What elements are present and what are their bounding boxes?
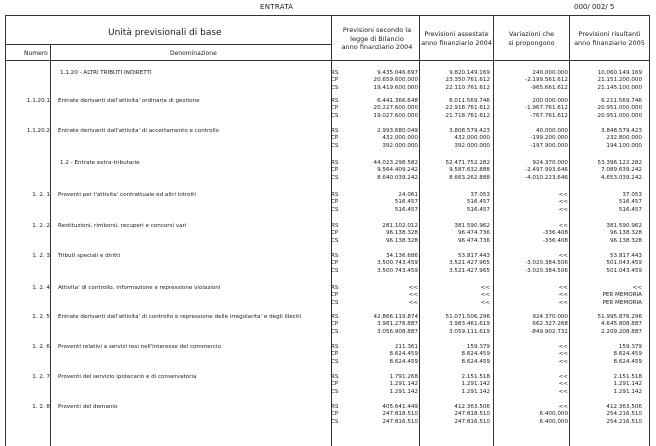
- row-code: RS: [331, 128, 339, 134]
- cell-value: -4.010.223.646: [525, 174, 568, 181]
- cell-value: 37.053: [470, 192, 490, 198]
- col1-header-line: Previsioni secondo la: [342, 26, 412, 34]
- cell-value: 1.291.142: [613, 381, 642, 388]
- row-values-col1: [346, 223, 418, 245]
- row-values-col4: [570, 253, 642, 275]
- cell-value: 10.060.149.169: [597, 70, 642, 76]
- cell-value: 96.138.328: [609, 230, 642, 237]
- cell-value: 3.059.111.619: [449, 328, 490, 335]
- row-code: CS: [331, 328, 339, 335]
- cell-value: 501.043.459: [606, 260, 642, 267]
- row-values-col3: [494, 374, 568, 396]
- row-code: CS: [331, 267, 339, 274]
- cell-value: 42.866.119.874: [373, 314, 418, 320]
- cell-value: 96.138.328: [609, 237, 642, 244]
- row-values-col1: [346, 404, 418, 426]
- cell-value: 1.291.142: [613, 388, 642, 395]
- cell-value: <<: [558, 351, 568, 358]
- cell-value: 9.587.632.888: [449, 167, 490, 174]
- row-code: CP: [331, 381, 339, 388]
- row-code: CP: [331, 105, 339, 112]
- cell-value: -3.020.384.506: [525, 260, 568, 267]
- cell-value: 22.918.761.612: [445, 105, 490, 112]
- cell-value: 211.361: [394, 344, 418, 350]
- row-code: CS: [331, 84, 339, 91]
- col2-header-line: Previsioni assestate: [424, 30, 489, 38]
- row-code: RS: [331, 404, 339, 410]
- cell-value: 240.000.000: [532, 70, 568, 76]
- row-code: CP: [331, 230, 339, 237]
- row-code: RS: [331, 70, 339, 76]
- cell-value: 281.102.012: [382, 223, 418, 229]
- cell-value: <<: [558, 404, 568, 410]
- row-values-col3: [494, 344, 568, 366]
- cell-value: 22.110.761.612: [445, 84, 490, 91]
- row-values-col1: [346, 128, 418, 150]
- cell-value: <<: [408, 285, 418, 291]
- row-values-col1: [346, 192, 418, 214]
- row-description: Proventi relativi a servizi resi nell'interesse del commercio: [58, 344, 221, 350]
- row-description: Proventi del demanio: [58, 404, 118, 410]
- row-description: Entrate derivanti dall'attivita' ordinaria di gestione: [58, 98, 200, 104]
- cell-value: 516.457: [618, 206, 642, 213]
- row-values-col2: [420, 160, 490, 182]
- cell-value: 2.209.208.887: [601, 328, 642, 335]
- cell-value: 3.848.579.423: [601, 128, 642, 134]
- cell-value: 19.419.600.000: [373, 84, 418, 91]
- cell-value: 232.800.000: [606, 135, 642, 142]
- row-values-col3: [494, 160, 568, 182]
- cell-value: <<: [558, 223, 568, 229]
- row-description: Tributi speciali e diritti: [58, 253, 121, 259]
- row-code: CS: [331, 237, 339, 244]
- cell-value: 392.000.000: [454, 142, 490, 149]
- cell-value: 3.500.743.459: [377, 260, 418, 267]
- cell-value: 432.000.000: [382, 135, 418, 142]
- cell-value: <<: [558, 292, 568, 299]
- cell-value: PER MEMORIA: [602, 292, 642, 299]
- cell-value: 8.624.459: [461, 351, 490, 358]
- numero-header: Numero: [24, 50, 48, 57]
- row-description: Proventi per l'attivita' contrattuale ed altri introiti: [58, 192, 196, 198]
- cell-value: 40.000.000: [535, 128, 568, 134]
- row-description: 1.1.20 - ALTRI TRIBUTI INDIRETTI: [60, 70, 152, 76]
- col2-header: [420, 30, 493, 47]
- row-code: RS: [331, 98, 339, 104]
- top-rule: [5, 15, 650, 16]
- cell-value: -965.661.612: [530, 84, 568, 91]
- row-code: CP: [331, 260, 339, 267]
- cell-value: 2.151.518: [613, 374, 642, 380]
- row-values-col2: [420, 285, 490, 307]
- cell-value: <<: [558, 381, 568, 388]
- cell-value: 23.350.761.612: [445, 77, 490, 84]
- cell-value: <<: [480, 292, 490, 299]
- cell-value: 9.564.409.242: [377, 167, 418, 174]
- cell-value: -336.408: [542, 230, 568, 237]
- row-values-col2: [420, 70, 490, 92]
- row-code: RS: [331, 253, 339, 259]
- row-number: 1. 2. 3: [32, 253, 50, 259]
- row-values-col4: [570, 344, 642, 366]
- col1-header-line: anno finanziario 2004: [341, 43, 413, 51]
- row-code: CP: [331, 199, 339, 206]
- cell-value: 1.291.142: [461, 381, 490, 388]
- table-row: [0, 285, 656, 312]
- row-code: CP: [331, 135, 339, 142]
- row-description: 1.2 - Entrate extra-tributarie: [60, 160, 140, 166]
- cell-value: <<: [558, 199, 568, 206]
- cell-value: 924.370.000: [532, 160, 568, 166]
- row-code: RS: [331, 374, 339, 380]
- row-codes: [331, 314, 345, 336]
- cell-value: 53.817.443: [609, 253, 642, 259]
- cell-value: 516.457: [466, 199, 490, 206]
- cell-value: 7.089.639.242: [601, 167, 642, 174]
- cell-value: -2.497.993.646: [525, 167, 568, 174]
- cell-value: 8.624.459: [389, 351, 418, 358]
- header-bottom-rule: [5, 60, 650, 61]
- row-values-col4: [570, 223, 642, 245]
- cell-value: <<: [558, 253, 568, 259]
- cell-value: -199.200.000: [530, 135, 568, 142]
- table-row: [0, 70, 656, 97]
- row-description: Entrate derivanti dall'attivita' di controllo e repressione delle irregolarita' e degli illeciti: [58, 314, 302, 320]
- cell-value: 21.145.100.000: [597, 84, 642, 91]
- cell-value: 247.818.510: [382, 411, 418, 418]
- row-codes: [331, 285, 345, 307]
- row-number: 1. 2. 6: [32, 344, 50, 350]
- cell-value: 3.983.461.619: [449, 321, 490, 328]
- cell-value: 381.590.962: [606, 223, 642, 229]
- row-code: CS: [331, 299, 339, 306]
- cell-value: 194.100.000: [606, 142, 642, 149]
- col3-header-line: si propongono: [508, 38, 555, 47]
- row-description: Entrate derivanti dall'attivita' di accertamento e controllo: [58, 128, 220, 134]
- cell-value: 20.227.600.000: [373, 105, 418, 112]
- row-code: CP: [331, 77, 339, 84]
- row-codes: [331, 128, 345, 150]
- row-values-col4: [570, 374, 642, 396]
- row-codes: [331, 70, 345, 92]
- cell-value: 254.216.510: [606, 418, 642, 425]
- row-codes: [331, 374, 345, 396]
- table-row: [0, 160, 656, 187]
- cell-value: <<: [558, 192, 568, 198]
- row-code: CP: [331, 167, 339, 174]
- row-values-col3: [494, 98, 568, 120]
- cell-value: 3.981.278.887: [377, 321, 418, 328]
- cell-value: 501.043.459: [606, 267, 642, 274]
- cell-value: 6.211.569.746: [601, 98, 642, 104]
- cell-value: 405.641.449: [382, 404, 418, 410]
- row-number: 1.1.20.2: [26, 128, 50, 134]
- row-code: RS: [331, 223, 339, 229]
- cell-value: 392.000.000: [382, 142, 418, 149]
- cell-value: 412.363.506: [606, 404, 642, 410]
- cell-value: <<: [558, 388, 568, 395]
- row-code: CS: [331, 358, 339, 365]
- cell-value: 3.056.908.887: [377, 328, 418, 335]
- cell-value: 662.327.268: [532, 321, 568, 328]
- row-values-col1: [346, 253, 418, 275]
- row-values-col2: [420, 404, 490, 426]
- cell-value: -849.902.732: [530, 328, 568, 335]
- cell-value: 53.817.443: [457, 253, 490, 259]
- col4-header-line: Previsioni risultanti: [578, 30, 641, 38]
- cell-value: <<: [558, 285, 568, 291]
- row-values-col3: [494, 404, 568, 426]
- cell-value: 3.521.427.965: [449, 260, 490, 267]
- cell-value: <<: [558, 374, 568, 380]
- cell-value: <<: [480, 299, 490, 306]
- cell-value: 24.061: [398, 192, 418, 198]
- cell-value: 159.379: [466, 344, 490, 350]
- cell-value: 21.718.761.612: [445, 112, 490, 119]
- cell-value: 8.624.459: [389, 358, 418, 365]
- row-values-col4: [570, 285, 642, 307]
- cell-value: 247.816.510: [454, 418, 490, 425]
- cell-value: -197.900.000: [530, 142, 568, 149]
- row-values-col4: [570, 192, 642, 214]
- row-values-col2: [420, 98, 490, 120]
- row-code: CS: [331, 112, 339, 119]
- table-row: [0, 223, 656, 250]
- row-code: CS: [331, 206, 339, 213]
- cell-value: 34.136.686: [385, 253, 418, 259]
- row-values-col4: [570, 128, 642, 150]
- cell-value: 4.653.039.242: [601, 174, 642, 181]
- row-code: CS: [331, 388, 339, 395]
- row-code: CS: [331, 174, 339, 181]
- row-code: CP: [331, 321, 339, 328]
- cell-value: 200.000.000: [532, 98, 568, 104]
- cell-value: 254.216.510: [606, 411, 642, 418]
- cell-value: 924.370.000: [532, 314, 568, 320]
- header-divider: [5, 44, 331, 45]
- row-codes: [331, 98, 345, 120]
- cell-value: 6.011.569.746: [449, 98, 490, 104]
- cell-value: PER MEMORIA: [602, 299, 642, 306]
- table-row: [0, 344, 656, 371]
- cell-value: 20.951.000.000: [597, 105, 642, 112]
- row-number: 1.1.20.1: [26, 98, 50, 104]
- table-row: [0, 314, 656, 341]
- cell-value: <<: [480, 285, 490, 291]
- table-row: [0, 404, 656, 431]
- row-code: RS: [331, 314, 339, 320]
- cell-value: 159.379: [618, 344, 642, 350]
- cell-value: 44.023.298.582: [373, 160, 418, 166]
- cell-value: 1.291.142: [389, 388, 418, 395]
- row-code: CP: [331, 351, 339, 358]
- cell-value: <<: [558, 206, 568, 213]
- row-codes: [331, 192, 345, 214]
- row-values-col2: [420, 128, 490, 150]
- row-values-col1: [346, 344, 418, 366]
- row-values-col1: [346, 374, 418, 396]
- cell-value: 3.521.427.965: [449, 267, 490, 274]
- cell-value: 51.071.506.296: [445, 314, 490, 320]
- denominazione-header: Denominazione: [170, 50, 217, 57]
- table-row: [0, 192, 656, 219]
- row-values-col4: [570, 314, 642, 336]
- row-code: RS: [331, 160, 339, 166]
- col4-header-line: anno finanziario 2005: [574, 38, 645, 47]
- cell-value: -767.761.612: [530, 112, 568, 119]
- row-codes: [331, 253, 345, 275]
- row-values-col3: [494, 253, 568, 275]
- row-values-col3: [494, 70, 568, 92]
- cell-value: 6.441.366.648: [377, 98, 418, 104]
- row-description: Proventi del servizio ipotecario e di conservatoria: [58, 374, 197, 380]
- cell-value: -336.408: [542, 237, 568, 244]
- col1-header-line: legge di Bilancio: [350, 34, 404, 43]
- cell-value: 412.363.506: [454, 404, 490, 410]
- cell-value: 516.457: [618, 199, 642, 206]
- cell-value: 432.000.000: [454, 135, 490, 142]
- col3-header-line: Variazioni che: [508, 30, 555, 38]
- row-values-col2: [420, 223, 490, 245]
- cell-value: 21.151.200.000: [597, 77, 642, 84]
- cell-value: <<: [558, 344, 568, 350]
- row-values-col3: [494, 285, 568, 307]
- cell-value: 96.474.736: [457, 230, 490, 237]
- row-number: 1. 2. 2: [32, 223, 50, 229]
- row-values-col3: [494, 314, 568, 336]
- row-code: RS: [331, 285, 339, 291]
- cell-value: <<: [558, 299, 568, 306]
- cell-value: 247.818.510: [454, 411, 490, 418]
- row-number: 1. 2. 8: [32, 404, 50, 410]
- table-row: [0, 128, 656, 155]
- row-values-col2: [420, 253, 490, 275]
- page-reference: 000/ 002/ 5: [574, 3, 615, 11]
- row-description: Attivita' di controllo, informazione e repressione violazioni: [58, 285, 221, 291]
- row-values-col4: [570, 160, 642, 182]
- row-values-col3: [494, 192, 568, 214]
- row-values-col4: [570, 70, 642, 92]
- cell-value: 9.820.149.169: [449, 70, 490, 76]
- row-values-col4: [570, 98, 642, 120]
- cell-value: -1.967.761.612: [525, 105, 568, 112]
- row-values-col3: [494, 223, 568, 245]
- table-row: [0, 374, 656, 401]
- cell-value: 20.659.600.000: [373, 77, 418, 84]
- row-code: CP: [331, 411, 339, 418]
- row-number: 1. 2. 5: [32, 314, 50, 320]
- cell-value: 3.500.743.459: [377, 267, 418, 274]
- row-codes: [331, 223, 345, 245]
- row-values-col1: [346, 314, 418, 336]
- cell-value: 96.474.736: [457, 237, 490, 244]
- cell-value: 9.435.046.697: [377, 70, 418, 76]
- cell-value: 37.053: [622, 192, 642, 198]
- col4-header: [570, 30, 649, 47]
- cell-value: -3.020.384.506: [525, 267, 568, 274]
- cell-value: 96.138.328: [385, 237, 418, 244]
- cell-value: 8.624.459: [461, 358, 490, 365]
- cell-value: 6.400.000: [539, 418, 568, 425]
- cell-value: <<: [408, 292, 418, 299]
- row-code: RS: [331, 344, 339, 350]
- cell-value: 381.590.962: [454, 223, 490, 229]
- cell-value: 51.995.876.296: [597, 314, 642, 320]
- row-codes: [331, 404, 345, 426]
- row-values-col1: [346, 70, 418, 92]
- row-number: 1. 2. 4: [32, 285, 50, 291]
- cell-value: 8.624.459: [613, 358, 642, 365]
- row-values-col1: [346, 160, 418, 182]
- cell-value: 247.816.510: [382, 418, 418, 425]
- cell-value: 516.457: [394, 206, 418, 213]
- row-code: CS: [331, 418, 339, 425]
- row-codes: [331, 344, 345, 366]
- cell-value: 19.027.600.000: [373, 112, 418, 119]
- table-row: [0, 98, 656, 125]
- cell-value: <<: [558, 358, 568, 365]
- row-values-col3: [494, 128, 568, 150]
- row-code: CP: [331, 292, 339, 299]
- row-description: Restituzioni, rimborsi, recuperi e concorsi vari: [58, 223, 187, 229]
- cell-value: 1.291.142: [389, 381, 418, 388]
- cell-value: 20.951.000.000: [597, 112, 642, 119]
- col3-header: [494, 30, 569, 47]
- row-codes: [331, 160, 345, 182]
- row-code: RS: [331, 192, 339, 198]
- col1-header: [336, 26, 418, 52]
- cell-value: 52.471.752.282: [445, 160, 490, 166]
- cell-value: 1.791.268: [389, 374, 418, 380]
- row-code: CS: [331, 142, 339, 149]
- cell-value: 8.624.459: [613, 351, 642, 358]
- cell-value: 1.291.142: [461, 388, 490, 395]
- row-values-col2: [420, 192, 490, 214]
- cell-value: 516.457: [466, 206, 490, 213]
- cell-value: 8.663.262.888: [449, 174, 490, 181]
- cell-value: 96.138.328: [385, 230, 418, 237]
- cell-value: 6.400.000: [539, 411, 568, 418]
- row-values-col1: [346, 285, 418, 307]
- row-values-col2: [420, 314, 490, 336]
- row-values-col2: [420, 344, 490, 366]
- table-row: [0, 253, 656, 280]
- row-number: 1. 2. 1: [32, 192, 50, 198]
- section-title: ENTRATA: [260, 3, 294, 11]
- cell-value: 3.808.579.423: [449, 128, 490, 134]
- row-values-col4: [570, 404, 642, 426]
- cell-value: 2.993.680.049: [377, 128, 418, 134]
- cell-value: -2.199.561.612: [525, 77, 568, 84]
- row-values-col1: [346, 98, 418, 120]
- cell-value: 4.645.808.887: [601, 321, 642, 328]
- col2-header-line: anno finanziario 2004: [421, 38, 492, 47]
- cell-value: 2.151.518: [461, 374, 490, 380]
- cell-value: 53.396.122.282: [597, 160, 642, 166]
- cell-value: <<: [408, 299, 418, 306]
- cell-value: 516.457: [394, 199, 418, 206]
- table-title: Unità previsionali di base: [108, 28, 222, 38]
- row-number: 1. 2. 7: [32, 374, 50, 380]
- cell-value: 8.640.039.242: [377, 174, 418, 181]
- cell-value: <<: [632, 285, 642, 291]
- row-values-col2: [420, 374, 490, 396]
